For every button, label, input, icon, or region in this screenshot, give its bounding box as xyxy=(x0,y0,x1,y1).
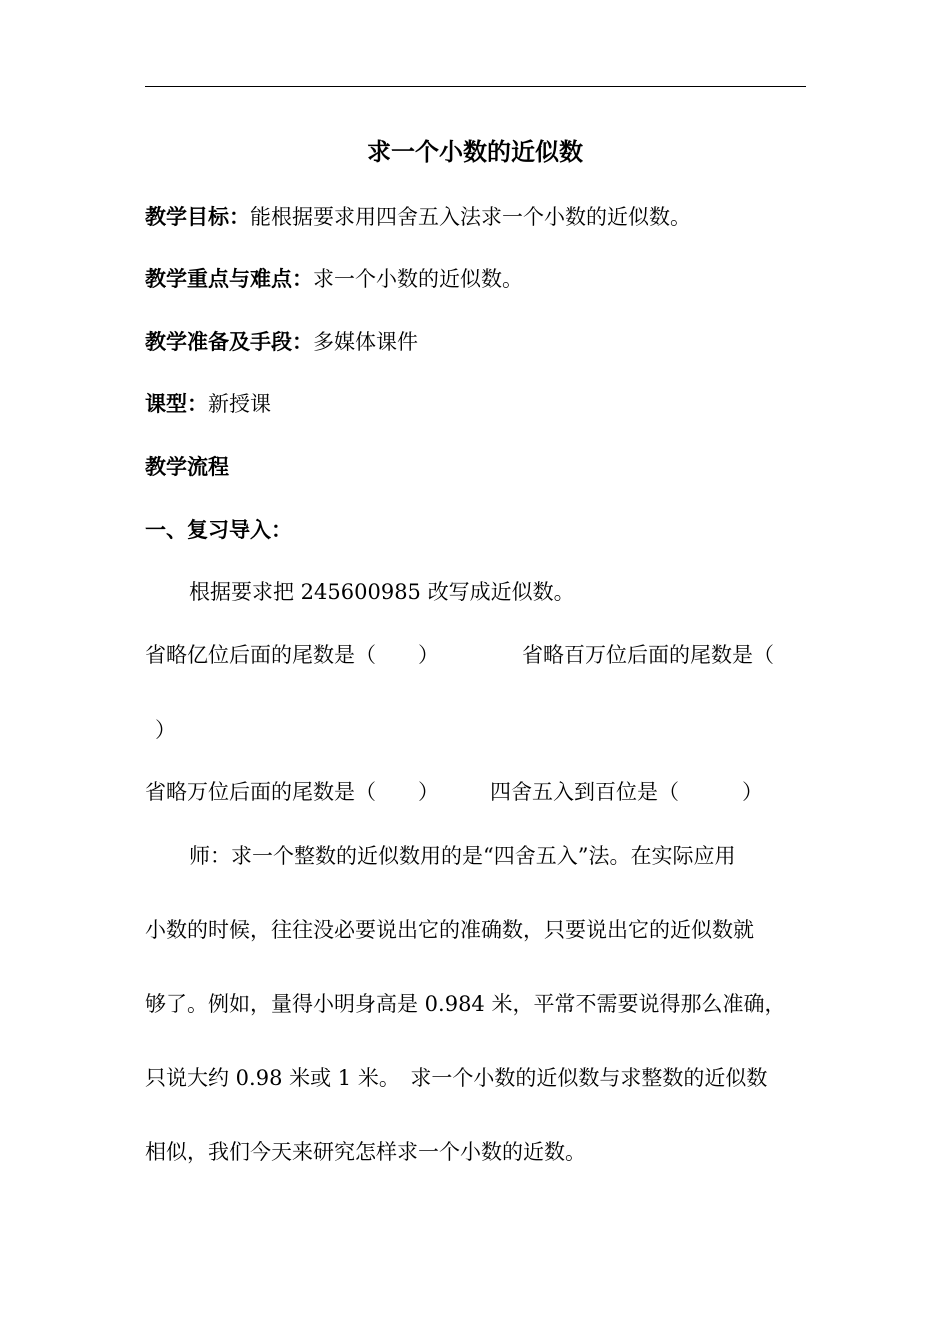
teacher-paragraph-line: 相似，我们今天来研究怎样求一个小数的近数。 xyxy=(145,1140,586,1164)
preparation-line xyxy=(145,330,418,354)
lesson-type-line xyxy=(145,392,271,416)
teacher-paragraph-line: 小数的时候，往往没必要说出它的准确数，只要说出它的近似数就 xyxy=(145,918,754,942)
question-2: 省略百万位后面的尾数是（ xyxy=(522,643,774,667)
objective-label: 教学目标： xyxy=(145,205,250,229)
key-points-label: 教学重点与难点： xyxy=(145,267,313,291)
question-4: 四舍五入到百位是（ ） xyxy=(490,780,763,804)
preparation-text: 多媒体课件 xyxy=(313,330,418,354)
objective-text: 能根据要求用四舍五入法求一个小数的近似数。 xyxy=(250,205,691,229)
key-points-line xyxy=(145,267,523,291)
question-3: 省略万位后面的尾数是（ ） xyxy=(145,780,439,804)
header-rule xyxy=(145,86,806,87)
objective-line xyxy=(145,205,691,229)
lesson-type-label: 课型： xyxy=(145,392,208,416)
review-instruction: 根据要求把 245600985 改写成近似数。 xyxy=(189,580,575,604)
teacher-paragraph-line: 只说大约 0.98 米或 1 米。 求一个小数的近似数与求整数的近似数 xyxy=(145,1066,768,1090)
flow-heading: 教学流程 xyxy=(145,455,229,479)
teacher-paragraph-line: 师：求一个整数的近似数用的是“四舍五入”法。在实际应用 xyxy=(189,844,736,868)
lesson-type-text: 新授课 xyxy=(208,392,271,416)
key-points-text: 求一个小数的近似数。 xyxy=(313,267,523,291)
section-1-heading: 一、复习导入： xyxy=(145,518,292,542)
teacher-paragraph-line: 够了。例如，量得小明身高是 0.984 米，平常不需要说得那么准确， xyxy=(145,992,786,1016)
question-1: 省略亿位后面的尾数是（ ） xyxy=(145,643,439,667)
question-2-close: ） xyxy=(155,718,176,742)
page-title: 求一个小数的近似数 xyxy=(367,138,583,166)
preparation-label: 教学准备及手段： xyxy=(145,330,313,354)
